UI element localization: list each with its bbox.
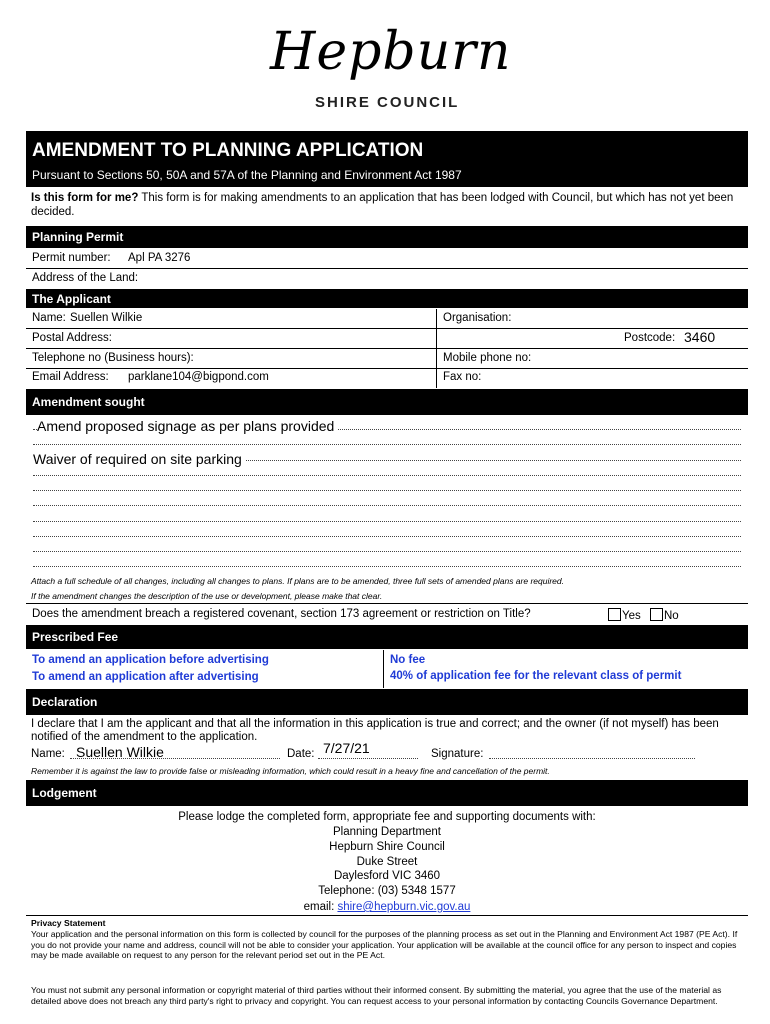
email-row [26, 369, 748, 388]
permit-number-label: Permit number: [32, 252, 111, 264]
attach-note: Attach a full schedule of all changes, including all changes to plans. If plans are to be amended, three full sets of amended plans are required. [31, 576, 565, 586]
section-fee [26, 625, 748, 649]
section-heading: Prescribed Fee [32, 630, 119, 644]
permit-number-field[interactable]: Apl PA 3276 [128, 252, 191, 264]
lodgement-intro: Please lodge the completed form, appropriate fee and supporting documents with: [178, 811, 596, 823]
dotted-line [33, 504, 741, 506]
postal-label: Postal Address: [32, 332, 112, 344]
name-label: Name: [32, 312, 66, 324]
phone-row [26, 349, 748, 369]
email-prefix: email: [303, 901, 338, 913]
lodgement-dept: Planning Department [332, 826, 442, 838]
section-heading: Declaration [32, 695, 98, 709]
lodgement-email-line [26, 901, 748, 913]
dotted-line [33, 565, 741, 567]
covenant-options [602, 608, 679, 622]
divider [26, 915, 748, 916]
postcode-label: Postcode: [624, 332, 676, 344]
intro-body: This form is for making amendments to an application that has been lodged with Council, but which has not yet been decided. [31, 192, 734, 218]
amendment-line-1[interactable]: Amend proposed signage as per plans provided [37, 418, 338, 434]
email-field[interactable]: parklane104@bigpond.com [128, 371, 269, 383]
dotted-line [33, 535, 741, 537]
signature-field[interactable] [489, 758, 695, 759]
column-divider [436, 309, 437, 388]
section-heading: Planning Permit [32, 230, 124, 244]
email-label: Email Address: [32, 371, 109, 383]
section-planning-permit [26, 226, 748, 248]
organisation-label: Organisation: [443, 312, 512, 324]
declaration-warning: Remember it is against the law to provide false or misleading information, which could result in a heavy fine and cancellation of the permit. [31, 766, 550, 776]
dotted-line [33, 474, 741, 476]
privacy-paragraph-1: Your application and the personal information on this form is collected by council for the purposes of the planning process as set out in the Planning and Environment Act 1987 (PE Act). If you do not provide your name and address, council will not be able to consider your application. Your application will be available at the council office for any person to inspect and copies may be made available on request to any person for the relevant period set out in the PE Act. [31, 929, 738, 961]
section-heading: Amendment sought [32, 395, 145, 409]
postcode-field[interactable]: 3460 [684, 329, 716, 345]
amendment-line-2[interactable]: Waiver of required on site parking [33, 451, 246, 467]
fee-before-label: To amend an application before advertising [32, 654, 269, 666]
dotted-line [33, 520, 741, 522]
council-email-link[interactable]: shire@hepburn.vic.gov.au [337, 901, 471, 913]
logo-subtitle: SHIRE COUNCIL [315, 94, 460, 111]
lodgement-street: Duke Street [356, 856, 418, 868]
yes-label: Yes [622, 610, 641, 622]
dotted-line [33, 489, 741, 491]
section-applicant [26, 289, 748, 308]
address-row[interactable] [26, 269, 748, 288]
lodgement-council: Hepburn Shire Council [329, 841, 445, 853]
intro-question: Is this form for me? [31, 192, 139, 204]
declaration-date-label: Date: [287, 748, 315, 760]
dotted-line [33, 550, 741, 552]
declaration-name-field[interactable]: Suellen Wilkie [76, 744, 164, 760]
section-lodgement [26, 780, 748, 806]
business-phone-label: Telephone no (Business hours): [32, 352, 194, 364]
intro-text [31, 191, 746, 219]
no-checkbox[interactable] [650, 608, 663, 621]
council-logo [270, 22, 510, 117]
lodgement-phone: Telephone: (03) 5348 1577 [318, 885, 456, 897]
description-note: If the amendment changes the description of the use or development, please make that clear. [31, 591, 383, 601]
fax-label: Fax no: [443, 371, 482, 383]
declaration-signature-label: Signature: [431, 748, 484, 760]
fee-after-value: 40% of application fee for the relevant class of permit [390, 670, 682, 682]
privacy-heading: Privacy Statement [31, 918, 106, 928]
name-field[interactable]: Suellen Wilkie [70, 312, 143, 324]
form-header [26, 131, 748, 187]
section-declaration [26, 689, 748, 715]
covenant-question: Does the amendment breach a registered covenant, section 173 agreement or restriction on Title? [32, 608, 531, 620]
section-amendment [26, 389, 748, 415]
section-heading: The Applicant [32, 292, 111, 306]
no-label: No [663, 610, 679, 622]
form-title: AMENDMENT TO PLANNING APPLICATION [32, 140, 424, 161]
yes-checkbox[interactable] [608, 608, 621, 621]
fee-after-label: To amend an application after advertising [32, 671, 259, 683]
fee-before-value: No fee [390, 654, 426, 666]
postal-row [26, 329, 748, 349]
address-label: Address of the Land: [32, 272, 139, 284]
declaration-name-label: Name: [31, 748, 65, 760]
covenant-row [26, 603, 748, 625]
permit-number-row [26, 249, 748, 269]
section-heading: Lodgement [32, 786, 97, 800]
fee-divider [383, 650, 384, 688]
declaration-date-field[interactable]: 7/27/21 [323, 740, 370, 756]
privacy-paragraph-2: You must not submit any personal information or copyright material of third parties without their informed consent. By submitting the material, you agree that the use of the material as detailed above does not breach any third party's right to privacy and copyright. You can request access to your personal information by contacting Councils Governance Department. [31, 985, 722, 1006]
form-subtitle: Pursuant to Sections 50, 50A and 57A of the Planning and Environment Act 1987 [32, 168, 462, 182]
declaration-text: I declare that I am the applicant and that all the information in this application is true and correct; and the owner (if not myself) has been notified of the amendment to the application. [31, 718, 719, 743]
dotted-line [33, 443, 741, 445]
logo-script: Hepburn [270, 22, 512, 82]
applicant-name-row [26, 309, 748, 329]
lodgement-town: Daylesford VIC 3460 [333, 870, 441, 882]
mobile-label: Mobile phone no: [443, 352, 532, 364]
date-dotted-line [318, 758, 418, 759]
